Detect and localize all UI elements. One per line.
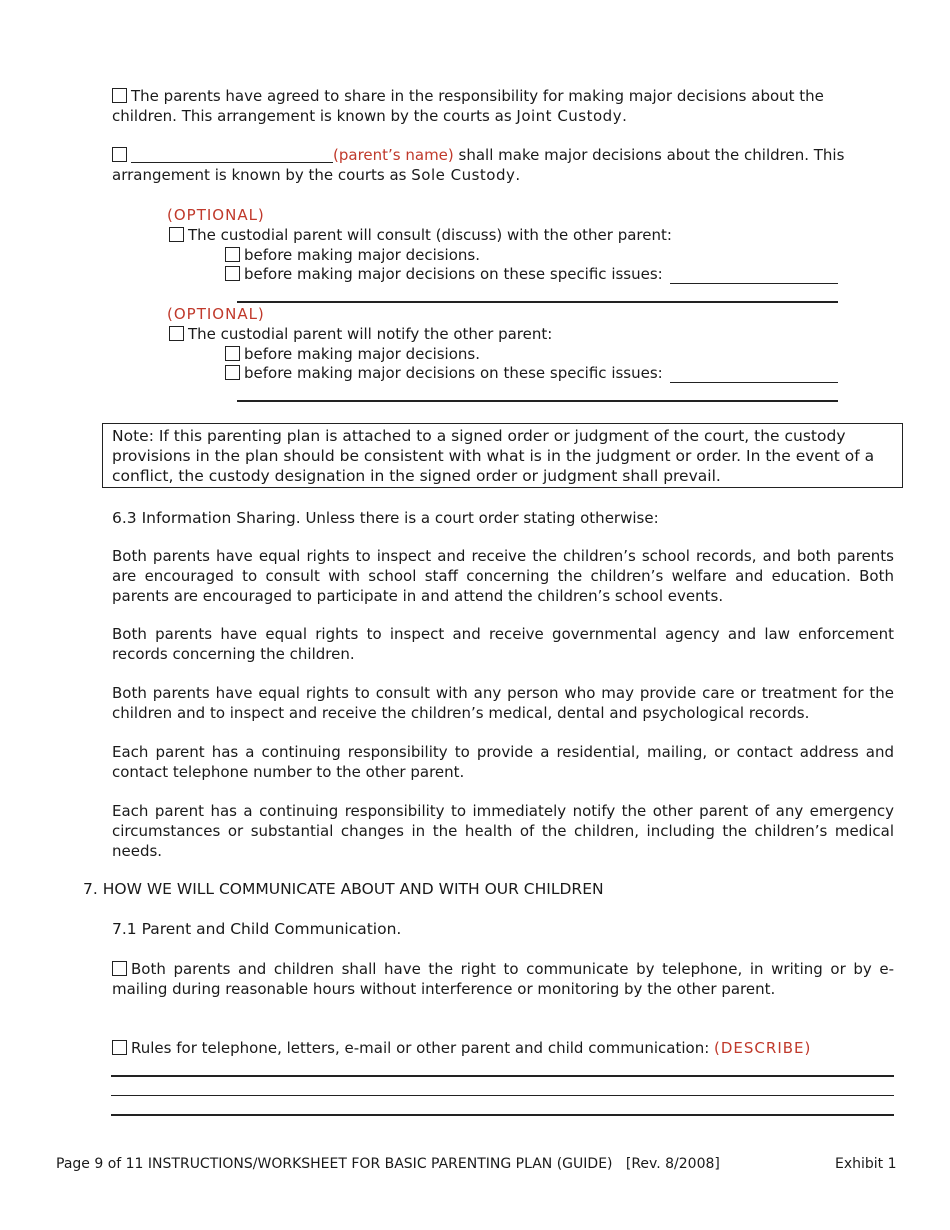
sole-custody-line2 <box>112 165 520 185</box>
rules-blank-line-3[interactable] <box>111 1114 894 1116</box>
consult-suboption-1 <box>225 245 480 265</box>
parent-name-hint: (parent’s name) <box>333 146 454 164</box>
rules-blank-line-2[interactable] <box>111 1095 894 1096</box>
notify-option <box>169 324 552 344</box>
consult-suboption-2 <box>225 264 663 284</box>
sole-custody-period: . <box>515 166 521 184</box>
info-paragraph-agency: Both parents have equal rights to inspect and receive governmental agency and law enforcement records concerning the children. <box>112 625 894 663</box>
consult-heading: The custodial parent will consult (discuss) with the other parent: <box>188 226 672 244</box>
footer-revision: [Rev. 8/2008] <box>625 1156 720 1172</box>
joint-custody-checkbox[interactable] <box>112 88 127 103</box>
notify-suboption-1 <box>225 344 480 364</box>
custody-note-box: Note: If this parenting plan is attached to a signed order or judgment of the court, the custody provisions in the plan should be consistent with what is in the judgment or order. In the event of a conflict, the custody designation in the signed order or judgment shall prevail. <box>102 423 903 488</box>
joint-custody-term: Joint Custody <box>516 107 623 125</box>
notify-issues-blank-line2[interactable] <box>237 400 838 402</box>
sole-custody-line1: shall make major decisions about the children. This <box>453 146 845 164</box>
communication-rules-checkbox[interactable] <box>112 1040 127 1055</box>
info-paragraph-school: Both parents have equal rights to inspect and receive the children’s school records, and both parents are encouraged to consult with school staff concerning the children’s welfare and education. Both parents are encouraged to participate in and attend the children’s school events. <box>112 547 894 605</box>
parent-name-blank[interactable] <box>131 146 333 163</box>
joint-custody-line2 <box>112 106 627 126</box>
communication-option-both <box>112 959 894 999</box>
optional-label-notify: (OPTIONAL) <box>167 305 265 323</box>
section-6-3-intro: Unless there is a court order stating otherwise: <box>300 509 659 527</box>
page-footer <box>56 1154 720 1174</box>
footer-page-number: Page 9 of 11 <box>56 1156 144 1172</box>
section-6-3-title: 6.3 Information Sharing. <box>112 509 301 527</box>
info-paragraph-address: Each parent has a continuing responsibility to provide a residential, mailing, or contact address and contact telephone number to the other parent. <box>112 743 894 781</box>
consult-suboption-2-text: before making major decisions on these specific issues: <box>244 265 663 283</box>
consult-issues-blank-line2[interactable] <box>237 301 838 303</box>
notify-specific-issues-checkbox[interactable] <box>225 365 240 380</box>
communication-both-text: Both parents and children shall have the right to communicate by telephone, in writing or by e-mailing during reasonable hours without interference or monitoring by the other parent. <box>112 960 894 998</box>
info-paragraph-medical: Both parents have equal rights to consult with any person who may provide care or treatment for the children and to inspect and receive the children’s medical, dental and psychological records. <box>112 684 894 722</box>
joint-custody-period: . <box>622 107 627 125</box>
communication-rules-text: Rules for telephone, letters, e-mail or other parent and child communication: <box>131 1039 715 1057</box>
joint-custody-line2-text: children. This arrangement is known by the courts as <box>112 107 517 125</box>
consult-specific-issues-checkbox[interactable] <box>225 266 240 281</box>
communication-option-rules <box>112 1038 811 1058</box>
optional-label-consult: (OPTIONAL) <box>167 206 265 224</box>
consult-suboption-1-text: before making major decisions. <box>244 246 480 264</box>
sole-custody-line2-text: arrangement is known by the courts as <box>112 166 412 184</box>
notify-heading: The custodial parent will notify the other parent: <box>188 325 553 343</box>
joint-custody-option <box>112 86 824 106</box>
section-7-heading: 7. HOW WE WILL COMMUNICATE ABOUT AND WITH OUR CHILDREN <box>83 880 604 898</box>
sole-custody-term: Sole Custody <box>411 166 516 184</box>
notify-suboption-2 <box>225 363 663 383</box>
footer-title: INSTRUCTIONS/WORKSHEET FOR BASIC PARENTING PLAN (GUIDE) <box>147 1156 613 1172</box>
info-paragraph-emergency: Each parent has a continuing responsibility to immediately notify the other parent of any emergency circumstances or substantial changes in the health of the children, including the children’s medical needs. <box>112 802 894 860</box>
consult-issues-blank[interactable] <box>670 283 838 284</box>
sole-custody-checkbox[interactable] <box>112 147 127 162</box>
section-6-3-heading <box>112 508 659 528</box>
section-7-1-heading: 7.1 Parent and Child Communication. <box>112 920 402 938</box>
joint-custody-line1: The parents have agreed to share in the responsibility for making major decisions about the <box>131 87 824 105</box>
describe-label: (DESCRIBE) <box>714 1039 812 1057</box>
consult-major-decisions-checkbox[interactable] <box>225 247 240 262</box>
sole-custody-option <box>112 145 844 165</box>
communication-both-checkbox[interactable] <box>112 961 127 976</box>
rules-blank-line-1[interactable] <box>111 1075 894 1077</box>
notify-suboption-1-text: before making major decisions. <box>244 345 480 363</box>
consult-option <box>169 225 672 245</box>
notify-issues-blank[interactable] <box>670 382 838 383</box>
notify-checkbox[interactable] <box>169 326 184 341</box>
notify-suboption-2-text: before making major decisions on these specific issues: <box>244 364 663 382</box>
footer-exhibit: Exhibit 1 <box>835 1156 897 1172</box>
consult-checkbox[interactable] <box>169 227 184 242</box>
notify-major-decisions-checkbox[interactable] <box>225 346 240 361</box>
